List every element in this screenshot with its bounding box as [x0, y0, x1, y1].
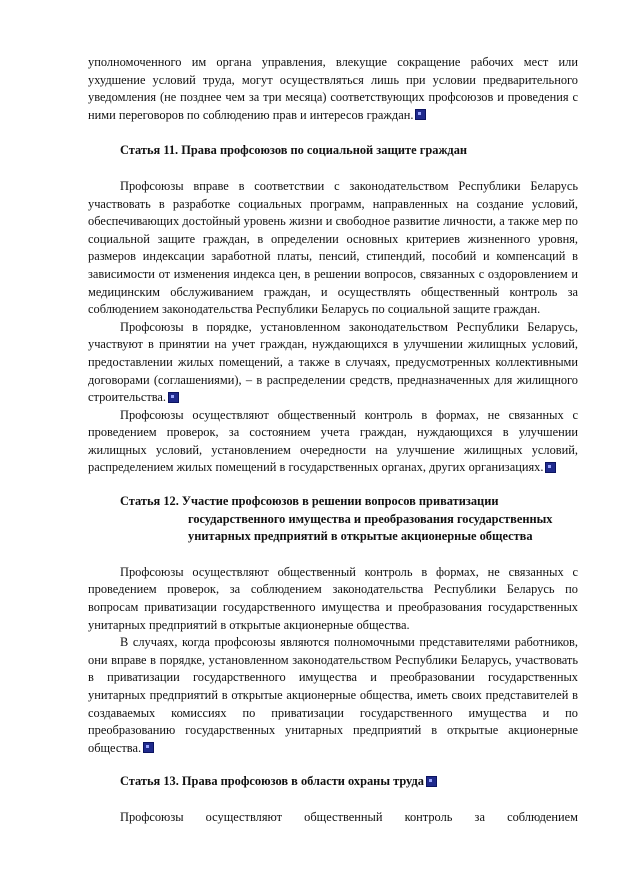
document-link-icon[interactable]: [426, 776, 437, 787]
article-11-paragraph-2: Профсоюзы в порядке, установленном законодательством Республики Беларусь, участвуют в принятии на учет граждан, нуждающихся в улучшении жилищных условий, предоставлении жилых помещений, а также в случаях, предусмотренных коллективными договорами (соглашениями), – в распределении средств, предназначенных для жилищного строительства.: [88, 319, 578, 405]
article-11-title: Статья 11. Права профсоюзов по социальной защите граждан: [120, 143, 468, 158]
document-page: [88, 54, 578, 827]
article-12-title-line-1: Статья 12. Участие профсоюзов в решении вопросов приватизации: [120, 494, 499, 509]
document-link-icon[interactable]: [143, 742, 154, 753]
article-12-title-line-3: унитарных предприятий в открытые акционерные общества: [188, 529, 533, 544]
document-link-icon[interactable]: [415, 109, 426, 120]
article-12-title-line-2: государственного имущества и преобразования государственных: [188, 511, 553, 526]
article-12-paragraph-2: В случаях, когда профсоюзы являются полномочными представителями работников, они вправе в порядке, установленном законодательством Республики Беларусь, участвовать в приватизации государственного имущества и преобразовании государственных унитарных предприятий в открытые акционерные общества, иметь своих представителей в создаваемых комиссиях по приватизации государственного имущества и по преобразованию государственных унитарных предприятий в открытые акционерные общества.: [88, 635, 578, 755]
article-13-title: Статья 13. Права профсоюзов в области охраны труда: [88, 773, 578, 791]
article-13-paragraph-1: Профсоюзы осуществляют общественный контроль за соблюдением: [120, 809, 578, 824]
document-link-icon[interactable]: [168, 392, 179, 403]
article-12-paragraph-1: Профсоюзы осуществляют общественный контроль в формах, не связанных с проведением проверок, за соблюдением законодательства Республики Беларусь по вопросам приватизации государственного имущества и преобразования государственных унитарных предприятий в открытые акционерные общества.: [88, 564, 578, 632]
document-link-icon[interactable]: [545, 462, 556, 473]
article-12-title: [88, 493, 578, 546]
article-11-paragraph-1: Профсоюзы вправе в соответствии с законодательством Республики Беларусь участвовать в разработке социальных программ, направленных на создание условий, обеспечивающих достойный уровень жизни и свободное развитие личности, а также мер по социальной защите граждан, в определении основных критериев жизненного уровня, размеров индексации заработной платы, пенсий, стипендий, пособий и компенсаций в зависимости от изменения индекса цен, в решении вопросов, связанных с оздоровлением и медицинским обслуживанием граждан, и осуществлять общественный контроль за соблюдением законодательства Республики Беларусь по социальной защите граждан.: [88, 178, 578, 317]
article-11-paragraph-3: Профсоюзы осуществляют общественный контроль в формах, не связанных с проведением проверок, за состоянием учета граждан, нуждающихся в улучшении жилищных условий, установлением очередности на улучшение жилищных условий, распределением жилых помещений в государственных органах, других организациях.: [88, 407, 578, 475]
paragraph-continuation: уполномоченного им органа управления, влекущие сокращение рабочих мест или ухудшение условий труда, могут осуществляться лишь при условии предварительного уведомления (не позднее чем за три месяца) соответствующих профсоюзов и проведения с ними переговоров по соблюдению прав и интересов граждан.: [88, 55, 578, 122]
